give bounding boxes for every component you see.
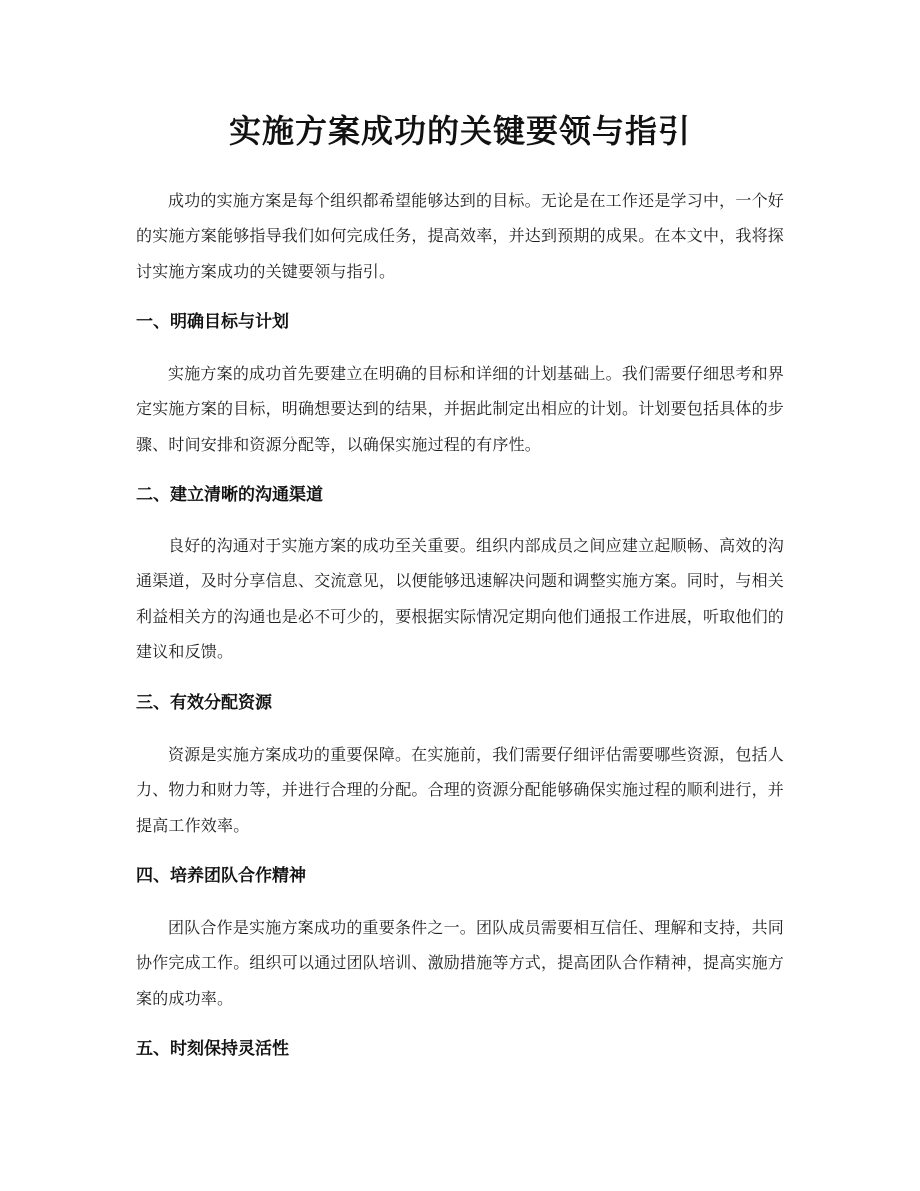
- section-2-body: 良好的沟通对于实施方案的成功至关重要。组织内部成员之间应建立起顺畅、高效的沟通渠道，及时分享信息、交流意见，以便能够迅速解决问题和调整实施方案。同时，与相关利益相关方的沟通也是必不可少的，要根据实际情况定期向他们通报工作进展，听取他们的建议和反馈。: [136, 536, 785, 661]
- document-title: 实施方案成功的关键要领与指引: [228, 112, 691, 150]
- section-2-heading: 二、建立清晰的沟通渠道: [136, 485, 323, 505]
- section-3-body: 资源是实施方案成功的重要保障。在实施前，我们需要仔细评估需要哪些资源，包括人力、物力和财力等，并进行合理的分配。合理的资源分配能够确保实施过程的顺利进行，并提高工作效率。: [136, 745, 785, 835]
- section-1-body: 实施方案的成功首先要建立在明确的目标和详细的计划基础上。我们需要仔细思考和界定实施方案的目标，明确想要达到的结果，并据此制定出相应的计划。计划要包括具体的步骤、时间安排和资源分配等，以确保实施过程的有序性。: [136, 364, 785, 454]
- intro-paragraph: 成功的实施方案是每个组织都希望能够达到的目标。无论是在工作还是学习中，一个好的实施方案能够指导我们如何完成任务，提高效率，并达到预期的成果。在本文中，我将探讨实施方案成功的关键要领与指引。: [136, 191, 785, 281]
- section-3-heading: 三、有效分配资源: [136, 693, 272, 713]
- section-4-heading: 四、培养团队合作精神: [136, 866, 306, 886]
- section-4-body: 团队合作是实施方案成功的重要条件之一。团队成员需要相互信任、理解和支持，共同协作完成工作。组织可以通过团队培训、激励措施等方式，提高团队合作精神，提高实施方案的成功率。: [136, 918, 785, 1008]
- section-1-heading: 一、明确目标与计划: [136, 312, 289, 332]
- section-5-heading: 五、时刻保持灵活性: [136, 1039, 289, 1059]
